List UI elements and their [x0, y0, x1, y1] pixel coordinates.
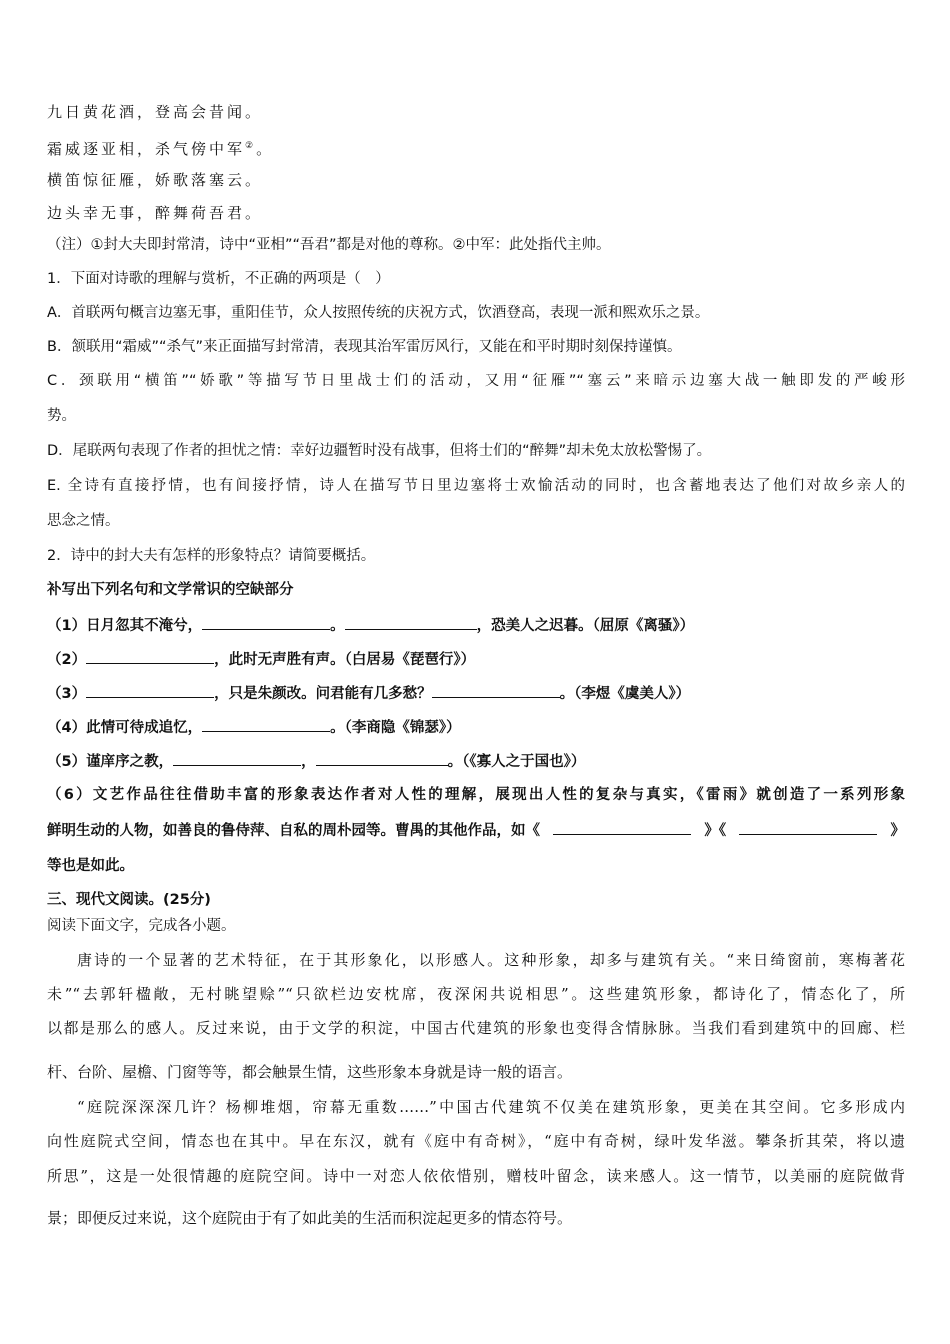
answer-blank[interactable] — [739, 819, 877, 835]
answer-blank[interactable] — [553, 819, 691, 835]
question-2: 2．诗中的封大夫有怎样的形象特点？请简要概括。 — [47, 548, 376, 564]
option-a: A．首联两句概言边塞无事，重阳佳节，众人按照传统的庆祝方式，饮酒登高，表现一派和熙欢乐之景。 — [47, 305, 710, 321]
fill-item-3-mid: ，只是朱颜改。问君能有几多愁？ — [214, 686, 432, 702]
fill-item-5-mid: ， — [301, 754, 316, 770]
paragraph-2-line-1: “庭院深深深几许？杨柳堆烟，帘幕无重数……”中国古代建筑不仅美在建筑形象，更美在其空间。它多形成内 — [77, 1098, 905, 1116]
fill-item-1-post: ，恐美人之迟暮。（屈原《离骚》） — [476, 618, 695, 634]
answer-blank[interactable] — [173, 750, 301, 766]
option-c-line-2: 势。 — [47, 408, 76, 424]
option-b: B．颔联用“霜威”“杀气”来正面描写封常清，表现其治军雷厉风行，又能在和平时期时刻保持谨慎。 — [47, 339, 682, 355]
option-c-line-1: C．颈联用“横笛”“娇歌”等描写节日里战士们的活动，又用“征雁”“塞云”来暗示边塞大战一触即发的严峻形 — [47, 373, 905, 389]
fill-item-2-pre: （2） — [47, 652, 87, 668]
answer-blank[interactable] — [86, 648, 214, 664]
paragraph-1-line-1: 唐诗的一个显著的艺术特征，在于其形象化，以形感人。这种形象，却多与建筑有关。“来日绮窗前，寒梅著花 — [77, 951, 905, 969]
fill-item-5 — [47, 750, 585, 772]
fill-item-2-post: ，此时无声胜有声。（白居易《琵琶行》） — [214, 652, 476, 668]
fill-item-6-line-3: 等也是如此。 — [47, 858, 134, 874]
fill-item-6-line-2-mid: 》《 — [704, 823, 727, 839]
fill-item-6-line-2-post: 》 — [890, 823, 905, 839]
fill-section-title: 补写出下列名句和文学常识的空缺部分 — [47, 582, 294, 598]
answer-blank[interactable] — [432, 682, 560, 698]
fill-item-1 — [47, 614, 694, 636]
poem-note: （注）①封大夫即封常清，诗中“亚相”“吾君”都是对他的尊称。②中军：此处指代主帅。 — [47, 237, 611, 253]
option-e-line-1: E. 全诗有直接抒情，也有间接抒情，诗人在描写节日里边塞将士欢愉活动的同时，也含蓄地表达了他们对故乡亲人的 — [47, 478, 905, 494]
fill-item-3 — [47, 682, 690, 704]
fill-item-1-pre: （1）日月忽其不淹兮， — [47, 618, 203, 634]
fill-item-6-line-1: （6）文艺作品往往借助丰富的形象表达作者对人性的理解，展现出人性的复杂与真实，《雷雨》就创造了一系列形象 — [47, 787, 905, 803]
fill-item-6-line-2 — [47, 819, 905, 841]
fill-item-4 — [47, 716, 461, 738]
answer-blank[interactable] — [202, 614, 330, 630]
option-e-line-2: 思念之情。 — [47, 513, 120, 529]
answer-blank[interactable] — [345, 614, 477, 630]
fill-item-3-pre: （3） — [47, 686, 87, 702]
poem-line-2-text: 霜威逐亚相，杀气傍中军 — [47, 140, 246, 158]
fill-item-5-pre: （5）谨庠序之教， — [47, 754, 174, 770]
poem-line-3: 横笛惊征雁，娇歌落塞云。 — [47, 171, 264, 189]
paragraph-1-line-4: 杆、台阶、屋檐、门窗等等，都会触景生情，这些形象本身就是诗一般的语言。 — [47, 1063, 573, 1081]
section-3-title: 三、现代文阅读。(25分) — [47, 892, 211, 908]
poem-line-1: 九日黄花酒，登高会昔闻。 — [47, 103, 264, 121]
paragraph-1-line-2: 未”“去郭轩楹敞，无村眺望赊”“只欲栏边安枕席，夜深闲共说相思”。这些建筑形象，都诗化了，情态化了，所 — [47, 985, 905, 1003]
fill-item-6-line-2-pre: 鲜明生动的人物，如善良的鲁侍萍、自私的周朴园等。曹禺的其他作品，如《 — [47, 823, 540, 839]
answer-blank[interactable] — [316, 750, 448, 766]
fill-item-4-pre: （4）此情可待成追忆， — [47, 720, 203, 736]
paragraph-2-line-4: 景；即便反过来说，这个庭院由于有了如此美的生活而积淀起更多的情态符号。 — [47, 1209, 573, 1227]
section-3-instruction: 阅读下面文字，完成各小题。 — [47, 918, 236, 934]
paragraph-2-line-3: 所思”，这是一处很情趣的庭院空间。诗中一对恋人依依惜别，赠枝叶留念，读来感人。这一情节，以美丽的庭院做背 — [47, 1167, 905, 1185]
question-1-stem: 1．下面对诗歌的理解与赏析，不正确的两项是（ ） — [47, 271, 390, 287]
fill-item-1-mid: 。 — [330, 618, 345, 634]
fill-item-3-post: 。（李煜《虞美人》） — [559, 686, 691, 702]
fill-item-4-post: 。（李商隐《锦瑟》） — [330, 720, 461, 736]
fill-item-2 — [47, 648, 475, 670]
poem-line-4: 边头幸无事，醉舞荷吾君。 — [47, 204, 264, 222]
paragraph-2-line-2: 向性庭院式空间，情态也在其中。早在东汉，就有《庭中有奇树》，“庭中有奇树，绿叶发华滋。攀条折其荣，将以遗 — [47, 1132, 905, 1150]
poem-line-2 — [47, 136, 274, 159]
fill-item-5-post: 。（《寡人之于国也》） — [447, 754, 586, 770]
paragraph-1-line-3: 以都是那么的感人。反过来说，由于文学的积淀，中国古代建筑的形象也变得含情脉脉。当我们看到建筑中的回廊、栏 — [47, 1019, 905, 1037]
option-d: D．尾联两句表现了作者的担忧之情：幸好边疆暂时没有战事，但将士们的“醉舞”却未免太放松警惕了。 — [47, 443, 712, 459]
answer-blank[interactable] — [202, 716, 330, 732]
poem-line-2-end: 。 — [256, 140, 275, 158]
answer-blank[interactable] — [86, 682, 214, 698]
footnote-mark: ② — [245, 141, 257, 151]
